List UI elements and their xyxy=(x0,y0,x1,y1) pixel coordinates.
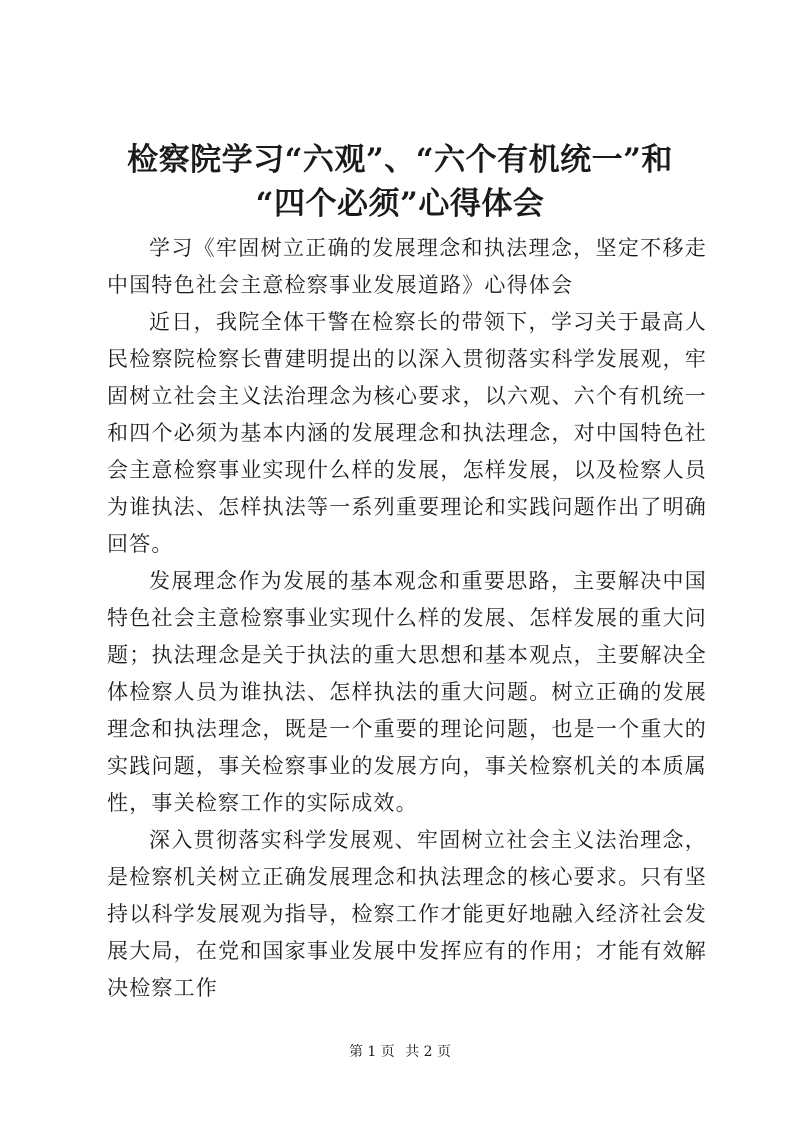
document-body xyxy=(107,230,707,1007)
paragraph: 近日，我院全体干警在检察长的带领下，学习关于最高人民检察院检察长曹建明提出的以深入贯彻落实科学发展观，牢固树立社会主义法治理念为核心要求，以六观、六个有机统一和四个必须为基本内涵的发展理念和执法理念，对中国特色社会主意检察事业实现什么样的发展，怎样发展，以及检察人员为谁执法、怎样执法等一系列重要理论和实践问题作出了明确回答。 xyxy=(107,310,707,556)
paragraph-subtitle: 学习《牢固树立正确的发展理念和执法理念，坚定不移走中国特色社会主意检察事业发展道路》心得体会 xyxy=(107,236,707,297)
title-line-1: 检察院学习“六观”、“六个有机统一”和 xyxy=(127,142,673,178)
document-title xyxy=(80,138,720,226)
page-number: 第 1 页 xyxy=(348,1044,395,1060)
paragraph: 深入贯彻落实科学发展观、牢固树立社会主义法治理念，是检察机关树立正确发展理念和执法理念的核心要求。只有坚持以科学发展观为指导，检察工作才能更好地融入经济社会发展大局，在党和国家事业发展中发挥应有的作用；才能有效解决检察工作 xyxy=(107,828,707,1000)
title-line-2: “四个必须”心得体会 xyxy=(255,186,545,222)
page-footer xyxy=(0,1043,800,1061)
page-total: 共 2 页 xyxy=(405,1044,452,1060)
paragraph: 发展理念作为发展的基本观念和重要思路，主要解决中国特色社会主意检察事业实现什么样的发展、怎样发展的重大问题；执法理念是关于执法的重大思想和基本观点，主要解决全体检察人员为谁执法、怎样执法的重大问题。树立正确的发展理念和执法理念，既是一个重要的理论问题，也是一个重大的实践问题，事关检察事业的发展方向，事关检察机关的本质属性，事关检察工作的实际成效。 xyxy=(107,569,707,815)
